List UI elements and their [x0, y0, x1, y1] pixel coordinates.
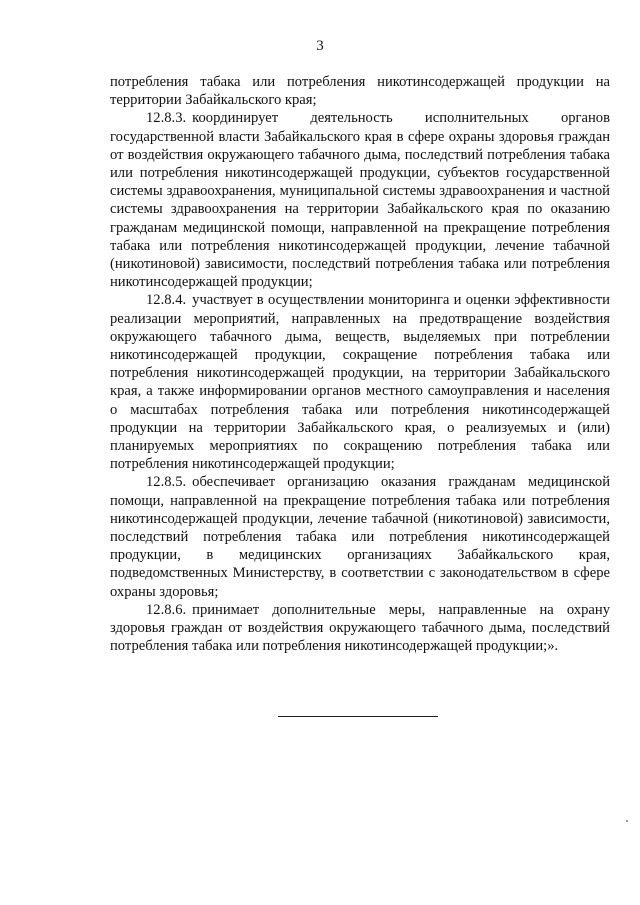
paragraph-12-8-3 [110, 109, 610, 291]
scan-mark [626, 820, 628, 822]
paragraph-number: 12.8.3. [146, 110, 187, 127]
paragraph-number: 12.8.5. [146, 474, 187, 491]
end-divider-line [278, 716, 438, 717]
paragraph-12-8-6 [110, 601, 610, 656]
paragraph-number: 12.8.6. [146, 601, 187, 618]
paragraph-12-8-5 [110, 473, 610, 600]
document-body [110, 73, 610, 656]
paragraph-continuation [110, 73, 610, 109]
paragraph-text: потребления табака или потребления никотинсодержащей продукции на территории Забайкальского края; [110, 74, 610, 109]
paragraph-text: координирует деятельность исполнительных органов государственной власти Забайкальского края в сфере охраны здоровья граждан от воздействия окружающего табачного дыма, последствий потребления табака или потребления никотинсодержащей продукции, субъектов государственной системы здравоохранения, муниципальной системы здравоохранения и частной системы здравоохранения на территории Забайкальского края по оказанию гражданам медицинской помощи, направленной на прекращение потребления табака или потребления никотинсодержащей продукции, лечение табачной (никотиновой) зависимости, последствий потребления табака или потребления никотинсодержащей продукции; [110, 110, 610, 291]
paragraph-text: участвует в осуществлении мониторинга и оценки эффективности реализации мероприятий, направленных на предотвращение воздействия окружающего табачного дыма, веществ, выделяемых при потреблении никотинсодержащей продукции, сокращение потребления табака или потребления никотинсодержащей продукции, на территории Забайкальского края, а также информировании органов местного самоуправления и населения о масштабах потребления табака или потребления никотинсодержащей продукции на территории Забайкальского края, о реализуемых и (или) планируемых мероприятиях по сокращению потребления табака или потребления никотинсодержащей продукции; [110, 292, 610, 473]
paragraph-text: принимает дополнительные меры, направленные на охрану здоровья граждан от воздействия окружающего табачного дыма, последствий потребления табака или потребления никотинсодержащей продукции;». [110, 601, 610, 655]
page-number: 3 [316, 38, 324, 54]
paragraph-text: обеспечивает организацию оказания гражданам медицинской помощи, направленной на прекращение потребления табака или потребления никотинсодержащей продукции, лечение табачной (никотиновой) зависимости, последствий потребления табака или потребления никотинсодержащей продукции, в медицинских организациях Забайкальского края, подведомственных Министерству, в соответствии с законодательством в сфере охраны здоровья; [110, 474, 610, 600]
paragraph-12-8-4 [110, 291, 610, 473]
paragraph-number: 12.8.4. [146, 292, 187, 309]
